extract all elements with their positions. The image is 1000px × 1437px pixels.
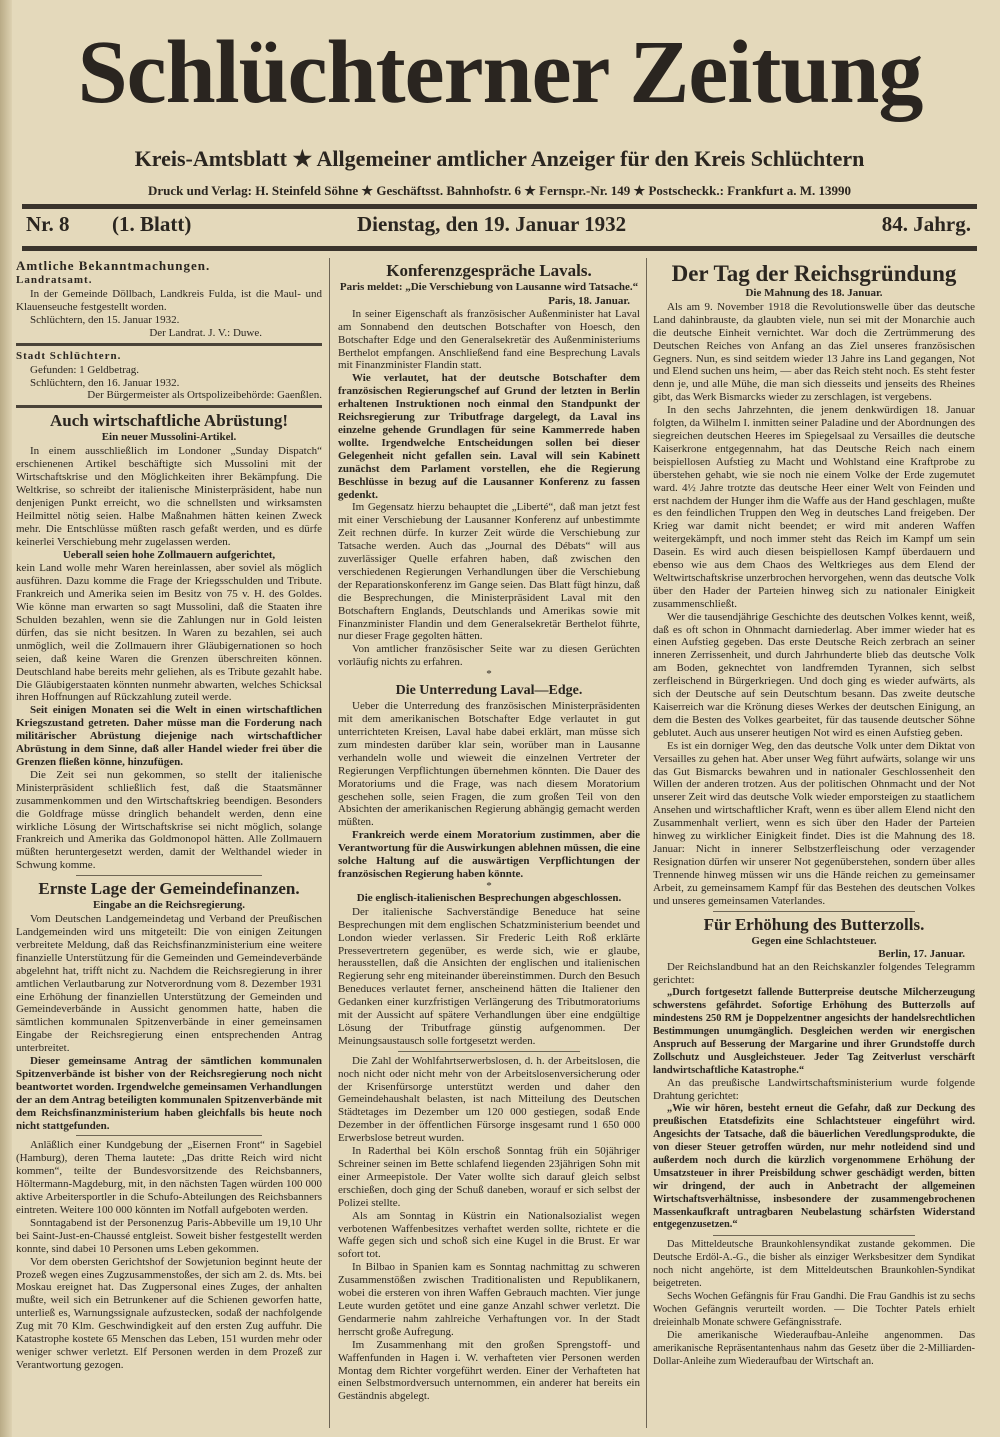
- news-item: Das Mitteldeutsche Braunkohlensyndikat zustande gekommen. Die Deutsche Erdöl-A.-G., die bisher als einziger Werksbesitzer dem Syndikat noch nicht angehörte, ist dem Mitteldeutschen Braunkohlen-Syndikat beigetreten.: [653, 1239, 975, 1290]
- article-subheadline: Die Mahnung des 18. Januar.: [745, 287, 883, 299]
- issue-rule: [22, 246, 977, 251]
- article-headline: Für Erhöhung des Butterzolls.: [703, 914, 925, 934]
- stadt-signature: Der Bürgermeister als Ortspolizeibehörde: Gaenßlen.: [87, 389, 322, 402]
- article-bold-paragraph: Seit einigen Monaten sei die Welt in einen wirtschaftlichen Kriegszustand getreten. Daher müsse man die Forderung nach militärischer Abrüstung diejenige nach wirtschaftlicher Abrüstung in dem Sinne, daß aller Handel wieder frei über die Grenzen fließen könne, hinzufügen.: [16, 704, 322, 768]
- newspaper-masthead-title: Schlüchterner Zeitung: [77, 23, 923, 122]
- stadt-notice: Gefunden: 1 Geldbetrag.: [30, 363, 140, 376]
- masthead-rule: [22, 204, 977, 209]
- issue-number: Nr. 8: [26, 212, 70, 236]
- stadt-date: Schlüchtern, den 16. Januar 1932.: [30, 376, 180, 389]
- stadt-heading: Stadt Schlüchtern.: [16, 349, 122, 362]
- article-bold-paragraph: Wie verlautet, hat der deutsche Botschafter dem französischen Regierungschef auf Grund der letzten in Berlin erhaltenen Instruktionen noch einmal den Standpunkt der Reichsregierung zur Tributfrage dargelegt, da Laval ins einzelne gehende Grundlagen für seine Kammerrede haben wollte. Irgendwelche Entscheidungen sollen bei dieser Gelegenheit nicht gefallen sein. Laval will sein Kabinett zunächst dem Parlament vorstellen, ehe die Regierung Beschlüsse in bezug auf die Lausanner Konferenz zu fassen gedenkt.: [338, 372, 640, 501]
- divider: [16, 405, 322, 408]
- article-headline: Der Tag der Reichsgründung: [671, 261, 957, 286]
- article-bold-paragraph: Dieser gemeinsame Antrag der sämtlichen kommunalen Spitzenverbände ist bisher von der Reichsregierung noch nicht beantwortet worden. Irgendwelche gemeinsamen Verhandlungen der an dem Antrag beteiligten kommunalen Spitzenverbände mit dem Reichsfinanzministerium haben gleichfalls bis heute noch nicht stattgefunden.: [16, 1055, 322, 1132]
- divider: [76, 875, 262, 876]
- article-subheadline: Gegen eine Schlachtsteuer.: [751, 934, 877, 947]
- article-paragraph: In seiner Eigenschaft als französischer Außenminister hat Laval am Sonnabend den deutschen Botschafter von Hoesch, den Botschafter Edge und den Generalsekretär des Außenministeriums Berthelot empfangen. Anschließend fand eine Besprechung Lavals mit Finanzminister Flandin statt.: [338, 307, 640, 372]
- news-item: Die Zahl der Wohlfahrtserwerbslosen, d. h. der Arbeitslosen, die noch nicht oder nicht mehr von der Arbeitslosenversicherung oder der Krisenfürsorge unterstützt werden und daher den Gemeindehaushalt belasten, ist nach Mitteilung des Deutschen Städtetages im Dezember um 120 000 gestiegen, sodaß Ende Dezember in der öffentlichen Fürsorge insgesamt rund 1 650 000 Erwerbslose betreut wurden.: [338, 1054, 640, 1145]
- article-bold-paragraph: „Wie wir hören, besteht erneut die Gefahr, daß zur Deckung des preußischen Etatsdefizits eine Schlachtsteuer eingeführt wird. Angesichts der Tatsache, daß die bäuerlichen Veredlungsprodukte, die von dieser Steuer getroffen würden, nur mehr notleidend sind und außerdem noch durch die kürzlich vorgenommene Erhöhung der Umsatzsteuer in ihrer Preisbildung schwer geschädigt werden, bitten wir dringend, der auch in Anbetracht der allgemeinen Wirtschaftsverhältnisse, insbesondere der zusammengebrochenen Massenkaufkraft untragbaren Neubelastung schärfsten Widerstand entgegenzusetzen.“: [653, 1103, 975, 1231]
- article-subheadline: Eingabe an die Reichsregierung.: [93, 899, 245, 912]
- article-headline: Auch wirtschaftliche Abrüstung!: [49, 411, 288, 431]
- article-headline: Ernste Lage der Gemeindefinanzen.: [38, 879, 300, 899]
- divider: [713, 911, 915, 912]
- page-binding-edge: [0, 0, 12, 1437]
- divider: [76, 1135, 262, 1136]
- news-item: Vor dem obersten Gerichtshof der Sowjetunion beginnt heute der Prozeß wegen eines Zugzusammenstoßes, der sich am 2. ds. Mts. bei Moskau ereignet hat. Das Zugpersonal eines Zuges, der anhalten mußte, weil sich ein Betrunkener auf die Schienen geworfen hatte, unterließ es, Warnungssignale aufzustecken, sodaß der nachfolgende Zug mit 70 Klm. Geschwindigkeit auf den ersten Zug auffuhr. Die Katastrophe kostete 65 Menschen das Leben, 151 wurden mehr oder weniger schwer verletzt. Elf Personen werden in dem Prozeß zur Verantwortung gezogen.: [16, 1255, 322, 1371]
- landrat-notice: In der Gemeinde Döllbach, Landkreis Fulda, ist die Maul- und Klauenseuche festgestellt worden.: [16, 288, 322, 313]
- article-bold-lead: Ueberall seien hohe Zollmauern aufgerichtet,: [62, 548, 276, 561]
- article-paragraph: kein Land wolle mehr Waren hereinlassen, aber soviel als möglich ausführen. Dazu komme die Frage der Kriegsschulden und Tribute. Frankreich und Amerika seien im Besitz von 75 v. H. des Goldes. Wie könne man erwarten so sagt Mussolini, daß die Staaten ihre Schulden bezahlen, wenn sie die Zahlungen nur in Gold leisten dürfen, das sie nicht besitzen. In Waren zu bezahlen, sei auch unmöglich, weil die Zollmauern ihrer Gläubigernationen so hoch seien, daß keine Waren die Grenzen überschreiten können. Deutschland habe bereits mehr geliehen, als es Tribute gezahlt habe. Die Gläubigerstaaten könnten nunmehr abwarten, welches Schicksal ihren Hoffnungen auf Rückzahlung zuteil werde.: [16, 562, 322, 704]
- column-right: [653, 258, 975, 1368]
- issue-line: [22, 212, 977, 242]
- column-middle: [338, 258, 640, 1403]
- column-divider: [329, 258, 330, 1428]
- news-item: In Bilbao in Spanien kam es Sonntag nachmittag zu schweren Zusammenstößen zwischen Traditionalisten und Republikanern, wobei die ersteren von ihren Waffen Gebrauch machten. Vier junge Leute wurden getötet und eine ganze Anzahl schwer verletzt. Die Gendarmerie nahm zahlreiche Verhaftungen vor. In der Stadt herrscht große Aufregung.: [338, 1261, 640, 1338]
- article-paragraph: An das preußische Landwirtschaftsministerium wurde folgende Drahtung gerichtet:: [653, 1077, 975, 1103]
- separator-star: *: [486, 879, 492, 892]
- article-bold-paragraph: „Durch fortgesetzt fallende Butterpreise deutsche Milcherzeugung schwerstens gefährdet. Sofortige Erhöhung des Butterzolls auf mindestens 250 RM je Doppelzentner angesichts der handelsrechtlichen Bestimmungen unumgänglich. Desgleichen werden wir energischen Anspruch auf Besserung der Margarine und ihrer Grundstoffe durch Zollschutz und Ausgleichsteuer. Jeder Tag Zeitverlust verschärft landwirtschaftliche Katastrophe.“: [653, 987, 975, 1076]
- news-item: Im Zusammenhang mit den großen Sprengstoff- und Waffenfunden in Hagen i. W. verhafteten vier Personen werden Montag dem Richter vorgeführt werden. Einer der Verhafteten hat einen Selbstmordversuch unternommen, ein anderer hat bereits ein Geständnis abgelegt.: [338, 1338, 640, 1403]
- news-item: Als am Sonntag in Küstrin ein Nationalsozialist wegen verbotenen Waffenbesitzes verhaftet werden sollte, richtete er die Waffe gegen sich und schoß sich eine Kugel in die Brust. Er war sofort tot.: [338, 1209, 640, 1261]
- divider: [713, 1235, 915, 1236]
- article-dateline: Berlin, 17. Januar.: [878, 948, 965, 961]
- article-subheadline: Paris meldet: „Die Verschiebung von Lausanne wird Tatsache.“: [339, 281, 639, 293]
- issue-sheet: (1. Blatt): [112, 212, 192, 236]
- article-paragraph: Ueber die Unterredung des französischen Ministerpräsidenten mit dem amerikanischen Botschafter Edge verlautet in gut unterrichteten Kreisen, Laval habe dabei erklärt, man müsse sich zum mindesten darüber klar sein, worüber man in Lausanne verhandeln wolle und wieweit die einzelnen Vertreter der Regierungen Verpflichtungen übernehmen könnten. Die Dauer des Moratoriums und die Frage, was nach diesem Moratorium geschehen solle, seien Fragen, die zum großen Teil von den Absichten der amerikanischen Regierung abhängig gemacht werden müßten.: [338, 700, 640, 829]
- article-paragraph: Der italienische Sachverständige Beneduce hat seine Besprechungen mit dem englischen Schatzministerium beendet und London wieder verlassen. Sir Frederic Leith Roß erklärte Pressevertretern gegenüber, es werde sich, wie er glaube, herausstellen, daß die Ansichten der englischen und italienischen Regierung sehr eng miteinander übereinstimmen. Durch den Besuch Beneduces verlautet ferner, anscheinend hätten die Italiener den Gedanken einer kurzfristigen Verlängerung des Tributmoratoriums mit der Aussicht auf spätere Verhandlungen über eine endgültige Lösung der Tributfrage günstig aufgenommen. Der Meinungsaustausch solle fortgesetzt werden.: [338, 905, 640, 1047]
- column-left: [16, 258, 322, 1372]
- issue-date: Dienstag, den 19. Januar 1932: [357, 212, 627, 236]
- article-paragraph: Im Gegensatz hierzu behauptet die „Liberté“, daß man jetzt fest mit einer Verschiebung der Lausanner Konferenz auf unbestimmte Zeit rechnen dürfe. In kurzer Zeit würde die Verschiebung zur Tatsache werden. Auch das „Journal des Débats“ will aus zuverlässiger Quelle erfahren haben, daß zwischen den verschiedenen Regierungen Verhandlungen über die Verschiebung der Reparationskonferenz im Gange seien. Das Blatt fügt hinzu, daß die Besprechungen, die Ministerpräsident Laval mit den Botschaftern Englands, Deutschlands und Amerikas sowie mit Finanzminister Flandin und dem Generalsekretär Berthelot führte, nur dieser Frage gegolten hätten.: [338, 501, 640, 643]
- news-item: Sonntagabend ist der Personenzug Paris-Abbeville um 19,10 Uhr bei Saint-Just-en-Chaussé entgleist. Soweit bisher festgestellt werden konnte, sind dabei 10 Personen ums Leben gekommen.: [16, 1216, 322, 1255]
- article-paragraph: Die Zeit sei nun gekommen, so stellt der italienische Ministerpräsident schließlich fest, daß die Staatsmänner zusammenkommen und den Wirtschaftskrieg beendigen. Besonders die Goldfrage müsse dringlich behandelt werden, denn eine wirkliche Lösung der Wirtschaftskrise sei nicht möglich, solange Frankreich und Amerika das Goldmonopol hätten. Alle Zollmauern müßten heruntergesetzt werden, damit der Welthandel wieder in Schwung komme.: [16, 768, 322, 872]
- article-paragraph: Vom Deutschen Landgemeindetag und Verband der Preußischen Landgemeinden wird uns mitgeteilt: Die von einigen Zeitungen verbreitete Meldung, daß das Reichsfinanzministerium eine weitere finanzielle Unterstützung für die Gemeinden und Gemeindeverbände abgelehnt hat, trifft nicht zu. Nachdem die Reichsregierung in ihrer amtlichen Verlautbarung zur Notverordnung vom 8. Dezember 1931 eine Erhöhung der finanziellen Unterstützung der Gemeinden und Gemeindeverbände in Aussicht genommen hatte, haben die sämtlichen kommunalen Spitzenverbände in einer gemeinsamen Eingabe der Reichsregierung einen entsprechenden Antrag unterbreitet.: [16, 913, 322, 1055]
- article-paragraph: In einem ausschließlich im Londoner „Sunday Dispatch“ erschienenen Artikel beschäftigte sich Mussolini mit der Wirtschaftskrise und den Möglichkeiten ihrer Bekämpfung. Die Weltkrise, so schreibt der italienische Ministerpräsident, habe nun denjenigen Punkt erreicht, wo die schnellsten und wirksamsten Heilmittel nötig seien. Halbe Maßnahmen hätten keinen Zweck mehr. Die Entschlüsse müßten rasch gefaßt werden, und es dürfe keinerlei Verschiebung mehr zugelassen werden.: [16, 445, 322, 548]
- divider: [398, 1051, 580, 1052]
- article-paragraph: In den sechs Jahrzehnten, die jenem denkwürdigen 18. Januar folgten, da Wilhelm I. inmitten seiner Paladine und der Abordnungen des siegreichen deutschen Heeres im Spiegelsaal zu Versailles die deutsche Kaiserkrone entgegennahm, hat das Deutsche Reich nach einem beispiellosen Aufstieg zu Macht und Wohlstand eine Kraftprobe zu überstehen gehabt, wie sie noch nie einem Volke der Erde zugemutet ward. 4½ Jahre trotzte das deutsche Heer einer Welt von Feinden und erst nachdem der Hunger ihm die Waffe aus der Hand geschlagen, mußte es den feindlichen Truppen den Weg in deutsches Land freigeben. Der Krieg war damit nicht beendet; er wird mit anderen Waffen weitergekämpft, und noch immer steht das Reich im Kampf um sein Dasein. Es wird auch diesen beispiellosen Kampf überdauern und ebenso wie aus dem Chaos des Weltkrieges aus dem Elend der Weltwirtschaftskrise unzerbrochen hervorgehen, wenn das deutsche Volk über den Hader der Parteien hinweg sich zu nationaler Einigkeit zusammenschließt.: [653, 404, 975, 610]
- notices-heading: Amtliche Bekanntmachungen.: [16, 258, 211, 273]
- issue-year: 84. Jahrg.: [881, 212, 971, 236]
- article-paragraph: Wer die tausendjährige Geschichte des deutschen Volkes kennt, weiß, daß es oft schon in Ohnmacht darniederlag. Aber immer wieder hat es einen Aufstieg gegeben. Das erste Deutsche Reich zerbrach an seiner inneren Zerrissenheit, und durch Jahrhunderte blieb das deutsche Volk am Boden, geknechtet von landfremden Tyrannen, sich selbst zerfleischend in Bürgerkriegen. Und doch ging es wieder aufwärts, als sich der Deutsche auf sein Deutschtum besann. Das zweite deutsche Kaiserreich war die Krönung dieses Werkes der deutschen Einigung, an dem die Besten des Volkes gearbeitet, für das tausende deutscher Söhne geblutet. Auch aus unserer heutigen Not wird es einen Aufstieg geben.: [653, 610, 975, 739]
- column-divider: [646, 258, 647, 1428]
- article-bold-paragraph: Frankreich werde einem Moratorium zustimmen, aber die Verantwortung für die Auswirkungen ablehnen müssen, die eine solche Haltung auf die auswärtigen Verpflichtungen der französischen Regierung haben könnte.: [338, 829, 640, 880]
- masthead-publisher-line: Druck und Verlag: H. Steinfeld Söhne ★ Geschäftsst. Bahnhofstr. 6 ★ Fernspr.-Nr. 149 ★ Postscheckk.: Frankfurt a. M. 13990: [147, 183, 852, 198]
- news-item: In Raderthal bei Köln erschoß Sonntag früh ein 50jähriger Schreiner seinen im Bette schlafend liegenden 23jährigen Sohn mit einer Armeepistole. Der Vater wollte sich darauf gleich selbst erschießen, doch ging der Schuß daneben, worauf er sich selbst der Polizei stellte.: [338, 1145, 640, 1209]
- landrat-signature: Der Landrat. J. V.: Duwe.: [149, 326, 262, 339]
- article-subheadline: Ein neuer Mussolini-Artikel.: [101, 431, 237, 444]
- article-paragraph: Der Reichslandbund hat an den Reichskanzler folgendes Telegramm gerichtet:: [653, 961, 975, 987]
- article-dateline: Paris, 18. Januar.: [548, 294, 630, 307]
- masthead-subtitle: Kreis-Amtsblatt ★ Allgemeiner amtlicher Anzeiger für den Kreis Schlüchtern: [134, 146, 865, 171]
- article-paragraph: Es ist ein dorniger Weg, den das deutsche Volk unter dem Diktat von Versailles zu gehen hat. Aber unser Weg führt aufwärts, solange wir uns das Gut Bismarcks bewahren und in nationaler Geschlossenheit den Willen der anderen trotzen. Aus der politischen Ohnmacht und der Not unserer Zeit wird das deutsche Volk wieder emporsteigen zu staatlichem Ansehen und wirtschaftlicher Kraft, wenn es über allem Elend nicht den Zusammenhalt verliert, wenn es sich über den Hader der Parteien hinweg zu wirklicher Einigkeit findet. Dies ist die Mahnung des 18. Januar: Nicht in innerer Selbstzerfleischung oder verzagender Resignation dürfen wir unserer Not gegenüberstehen, sondern über alles Trennende hinweg müssen wir uns die Hände reichen zu gemeinsamer Arbeit, zu gemeinsamem Kampf für das Bestehen des deutschen Volkes und unseres gemeinsamen Vaterlandes.: [653, 739, 975, 907]
- landrat-date: Schlüchtern, den 15. Januar 1932.: [30, 313, 180, 326]
- separator-star: *: [486, 668, 492, 681]
- article-headline: Die Unterredung Laval—Edge.: [395, 683, 583, 699]
- news-item: Die amerikanische Wiederaufbau-Anleihe angenommen. Das amerikanische Repräsentantenhaus nahm das Gesetz über die 2-Milliarden-Dollar-Anleihe zum Wiederaufbau der Wirtschaft an.: [653, 1329, 975, 1367]
- news-item: Sechs Wochen Gefängnis für Frau Gandhi. Die Frau Gandhis ist zu sechs Wochen Gefängnis verurteilt worden. — Die Tochter Patels erhielt dreieinhalb Monate schwere Gefängnisstrafe.: [653, 1290, 975, 1328]
- article-headline: Die englisch-italienischen Besprechungen abgeschlossen.: [356, 891, 622, 904]
- divider: [16, 343, 322, 346]
- article-paragraph: Als am 9. November 1918 die Revolutionswelle über das deutsche Land dahinbrauste, da glaubten viele, nun sei mit der Monarchie auch die deutsche Einheit vernichtet. War doch die Zertrümmerung des Deutschen Reiches von Anfang an das Ziel unseres französischen Gegners. Nun, es sind seitdem wieder 13 Jahre ins Land gegangen, Not und Elend suchen uns heim, — aber das Reich steht noch. Es steht fester denn je, und alle Mühe, die man sich diesseits und jenseits des Rheines gibt, das Werk Bismarcks wieder zu zerschlagen, ist vergebens.: [653, 300, 975, 404]
- news-item: Anläßlich einer Kundgebung der „Eisernen Front“ in Sagebiel (Hamburg), deren Thema lautete: „Das dritte Reich wird nicht kommen“, teilte der Bundesvorsitzende des Reichsbanners, Höltermann-Magdeburg, mit, in den nächsten Tagen würden 100 000 aktive Arbeitersportler in die Schufo-Abteilungen des Reichsbanners eintreten. Weitere 100 000 könnten im Notfall aufgeboten werden.: [16, 1139, 322, 1216]
- landrat-heading: Landratsamt.: [16, 274, 93, 286]
- article-headline: Konferenzgespräche Lavals.: [386, 261, 592, 280]
- article-paragraph: Von amtlicher französischer Seite war zu diesen Gerüchten vorläufig nichts zu erfahren.: [338, 643, 640, 669]
